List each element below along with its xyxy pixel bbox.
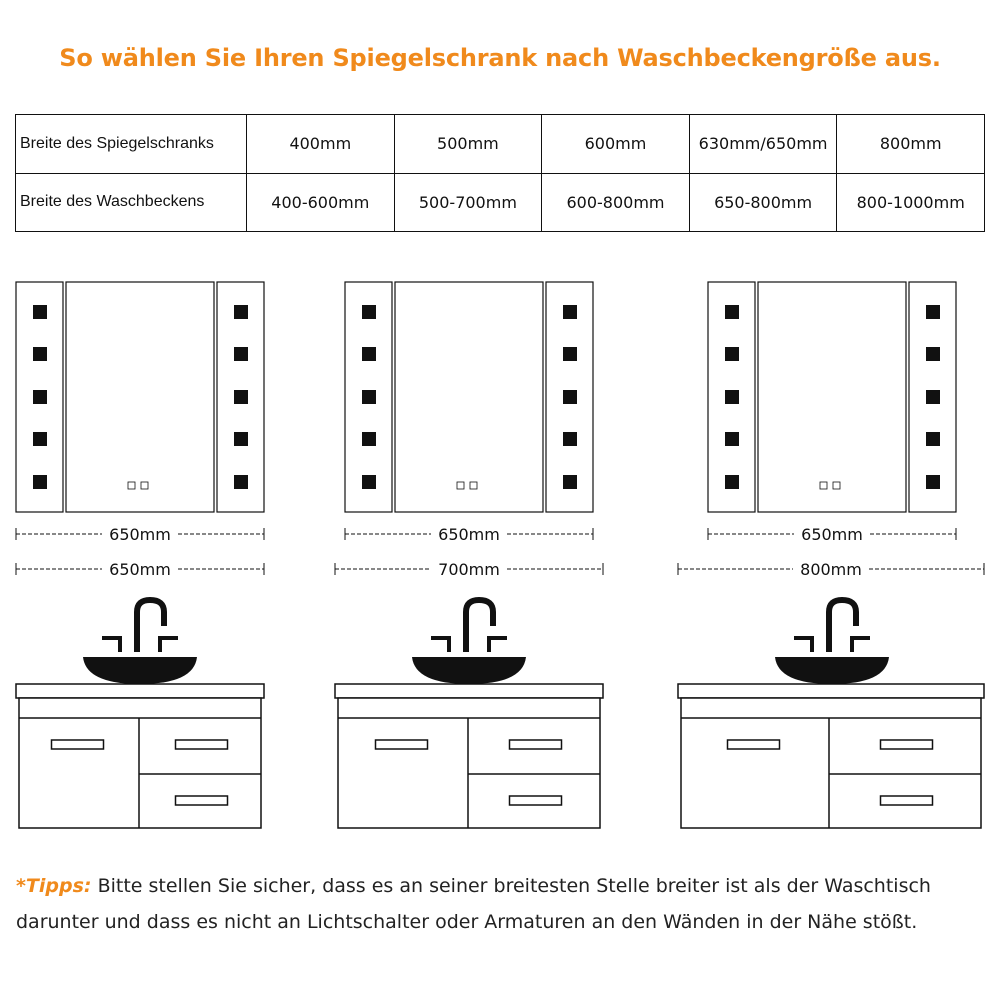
light-square-icon: [926, 475, 940, 489]
light-square-icon: [926, 305, 940, 319]
table-cell: 650-800mm: [689, 173, 837, 232]
cabinet-width-dimension-label: 650mm: [801, 525, 863, 544]
light-square-icon: [563, 347, 577, 361]
faucet-handle-right-icon: [489, 638, 507, 652]
light-square-icon: [926, 390, 940, 404]
light-square-icon: [725, 390, 739, 404]
basin-bowl-icon: [412, 657, 526, 684]
cabinet-width-dimension-label: 650mm: [438, 525, 500, 544]
tips-text: Bitte stellen Sie sicher, dass es an seiner breitesten Stelle breiter ist als der Waschtisch darunter und dass es nicht an Lichtschalter oder Armaturen an den Wänden in der Nähe stößt.: [16, 875, 931, 933]
cabinet-mirror-door: [395, 282, 543, 512]
light-square-icon: [563, 305, 577, 319]
light-square-icon: [33, 347, 47, 361]
light-square-icon: [725, 432, 739, 446]
light-square-icon: [234, 390, 248, 404]
table-cell: 600mm: [542, 115, 690, 174]
light-square-icon: [563, 432, 577, 446]
table-cell: 500mm: [394, 115, 542, 174]
light-square-icon: [33, 475, 47, 489]
light-square-icon: [234, 432, 248, 446]
page-title: So wählen Sie Ihren Spiegelschrank nach Waschbeckengröße aus.: [59, 44, 941, 72]
vanity-countertop: [16, 684, 264, 698]
light-square-icon: [234, 347, 248, 361]
light-square-icon: [362, 390, 376, 404]
table-cell: 500-700mm: [394, 173, 542, 232]
light-square-icon: [362, 475, 376, 489]
cabinet-width-dimension-label: 650mm: [109, 525, 171, 544]
tips-note: [16, 868, 986, 940]
table-cell: 800-1000mm: [837, 173, 985, 232]
table-cell: 630mm/650mm: [689, 115, 837, 174]
row-label-basin-width: Breite des Waschbeckens: [16, 173, 247, 232]
vanity-countertop: [678, 684, 984, 698]
basin-bowl-icon: [775, 657, 889, 684]
light-square-icon: [563, 390, 577, 404]
light-square-icon: [725, 347, 739, 361]
light-square-icon: [33, 432, 47, 446]
light-square-icon: [362, 432, 376, 446]
basin-bowl-icon: [83, 657, 197, 684]
tips-label: *Tipps:: [16, 875, 92, 897]
light-square-icon: [926, 347, 940, 361]
table-cell: 800mm: [837, 115, 985, 174]
table-cell: 400-600mm: [247, 173, 395, 232]
light-square-icon: [725, 305, 739, 319]
light-square-icon: [234, 475, 248, 489]
vanity-width-dimension-label: 650mm: [109, 560, 171, 579]
cabinet-mirror-door: [758, 282, 906, 512]
faucet-handle-left-icon: [794, 638, 812, 652]
light-square-icon: [362, 347, 376, 361]
light-square-icon: [33, 305, 47, 319]
light-square-icon: [563, 475, 577, 489]
row-label-cabinet-width: Breite des Spiegelschranks: [16, 115, 247, 174]
vanity-width-dimension-label: 800mm: [800, 560, 862, 579]
faucet-handle-left-icon: [431, 638, 449, 652]
faucet-handle-right-icon: [160, 638, 178, 652]
light-square-icon: [926, 432, 940, 446]
cabinet-mirror-door: [66, 282, 214, 512]
faucet-handle-right-icon: [852, 638, 870, 652]
light-square-icon: [725, 475, 739, 489]
vanity-countertop: [335, 684, 603, 698]
faucet-handle-left-icon: [102, 638, 120, 652]
vanity-width-dimension-label: 700mm: [438, 560, 500, 579]
light-square-icon: [234, 305, 248, 319]
table-cell: 600-800mm: [542, 173, 690, 232]
light-square-icon: [33, 390, 47, 404]
light-square-icon: [362, 305, 376, 319]
table-cell: 400mm: [247, 115, 395, 174]
